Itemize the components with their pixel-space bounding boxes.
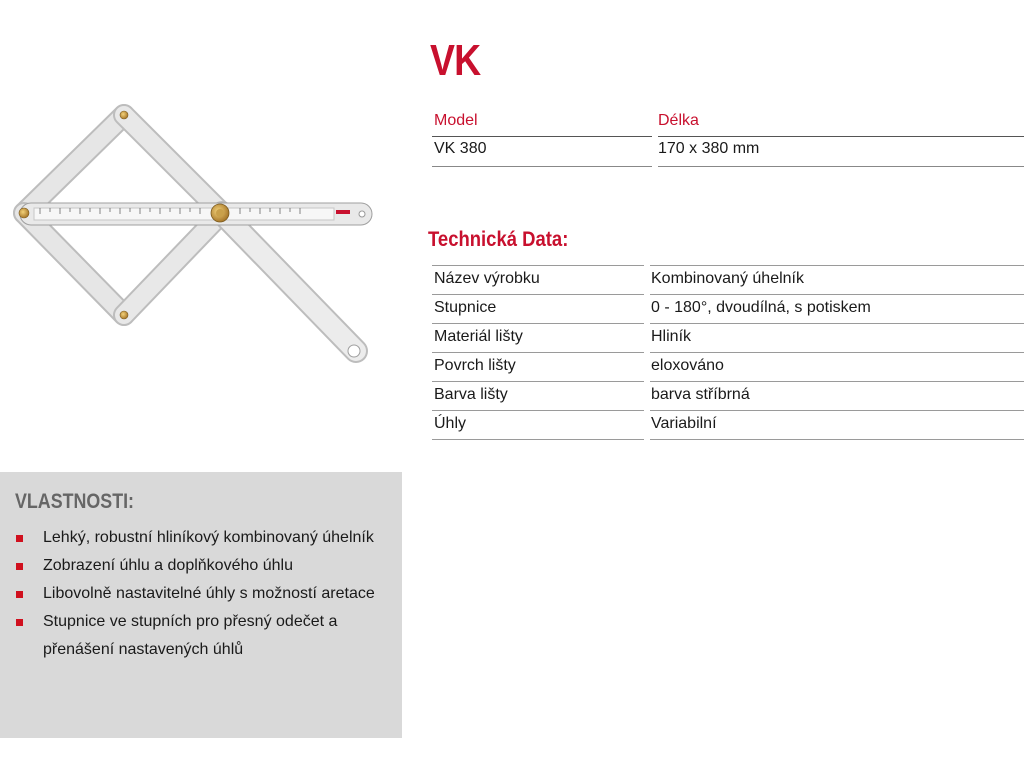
divider: [432, 439, 1024, 440]
spec-value: Hliník: [651, 328, 692, 345]
model-value: VK 380: [434, 140, 487, 157]
feature-text: Lehký, robustní hliníkový kombinovaný úhelník: [43, 529, 374, 546]
table-row: [432, 265, 1024, 294]
spec-value: 0 - 180°, dvoudílná, s potiskem: [651, 299, 871, 316]
model-table: [432, 108, 1024, 164]
features-list: [0, 524, 402, 664]
spec-key: Barva lišty: [434, 386, 508, 403]
spec-key: Název výrobku: [434, 270, 540, 287]
table-row: [432, 381, 1024, 410]
length-value: 170 x 380 mm: [658, 140, 760, 157]
table-row: [432, 352, 1024, 381]
table-row: [432, 410, 1024, 439]
model-table-header: [432, 108, 1024, 136]
table-row: [432, 294, 1024, 323]
table-row: [432, 136, 1024, 164]
spec-key: Povrch lišty: [434, 357, 516, 374]
feature-text: Libovolně nastavitelné úhly s možností aretace: [43, 585, 375, 602]
features-panel: [0, 472, 402, 738]
spec-value: Kombinovaný úhelník: [651, 270, 804, 287]
header-model: Model: [434, 112, 478, 129]
spec-value: eloxováno: [651, 357, 724, 374]
divider: [658, 166, 1024, 167]
list-item: [0, 552, 402, 580]
list-item: [0, 608, 402, 664]
bullet-square-icon: [16, 535, 23, 542]
features-title: VLASTNOSTI:: [15, 490, 134, 513]
table-row: [432, 323, 1024, 352]
tech-data-title: Technická Data:: [428, 228, 569, 251]
feature-text: Zobrazení úhlu a doplňkového úhlu: [43, 557, 293, 574]
spec-table: [432, 265, 1024, 440]
combination-angle-gauge-icon: [0, 95, 400, 385]
list-item: [0, 580, 402, 608]
header-length: Délka: [658, 112, 699, 129]
bullet-square-icon: [16, 591, 23, 598]
spec-key: Materiál lišty: [434, 328, 523, 345]
spec-value: Variabilní: [651, 415, 717, 432]
feature-text: Stupnice ve stupních pro přesný odečet a přenášení nastavených úhlů: [43, 613, 338, 658]
spec-key: Úhly: [434, 415, 467, 432]
bullet-square-icon: [16, 619, 23, 626]
product-title: VK: [430, 36, 481, 85]
bullet-square-icon: [16, 563, 23, 570]
spec-key: Stupnice: [434, 299, 497, 316]
divider: [432, 166, 652, 167]
list-item: [0, 524, 402, 552]
spec-value: barva stříbrná: [651, 386, 750, 403]
